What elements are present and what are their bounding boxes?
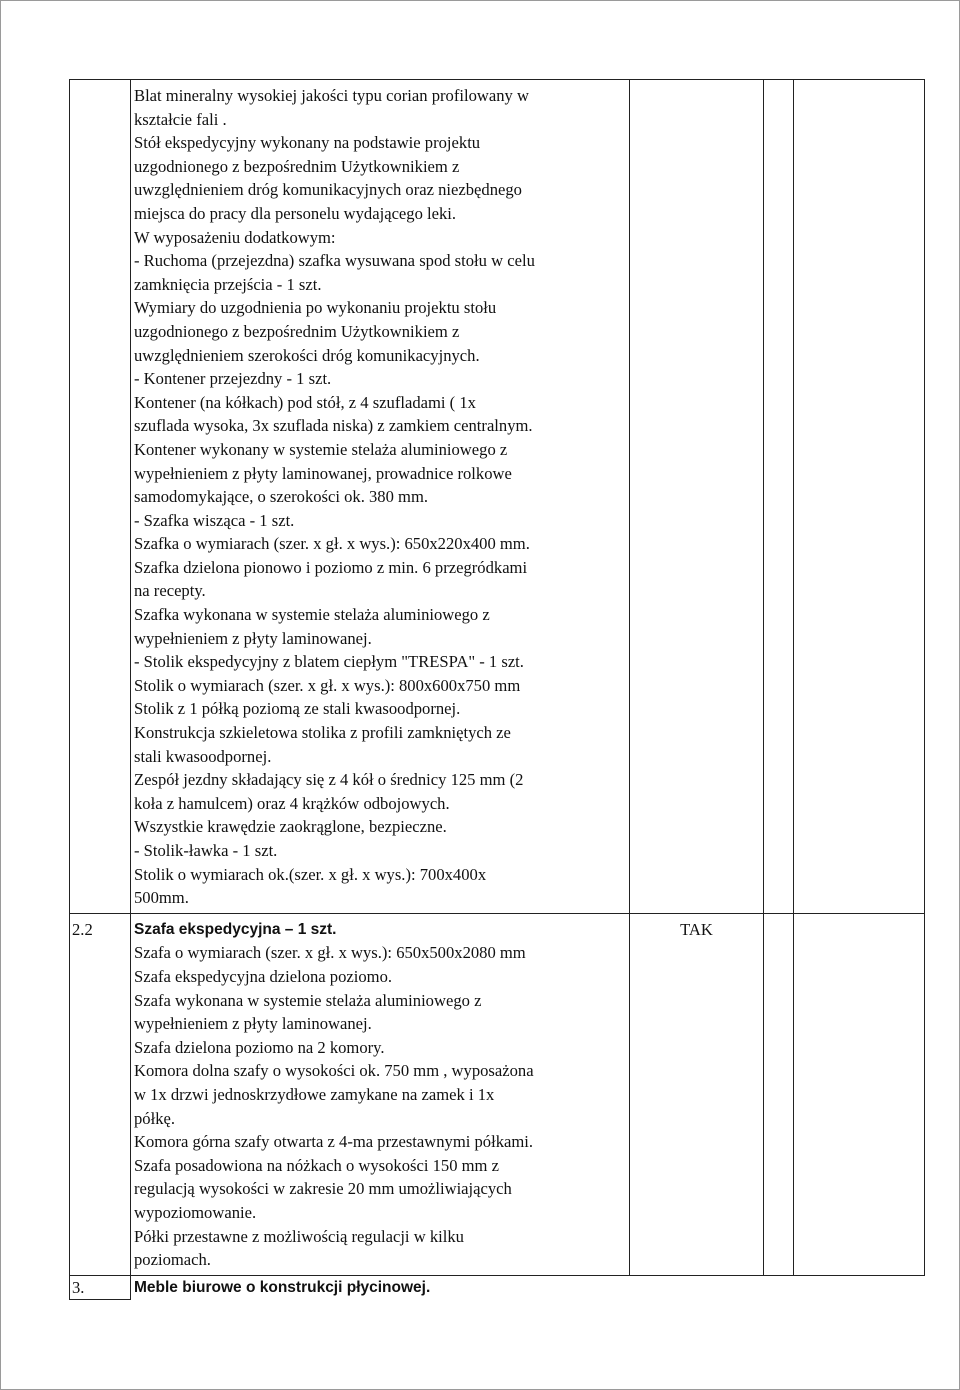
description-line: uzgodnionego z bezpośrednim Użytkownikiem z (134, 321, 460, 341)
description-line: Stół ekspedycyjny wykonany na podstawie projektu (134, 133, 481, 153)
compliance-cell (630, 913, 764, 1275)
description-line: - Szafka wisząca - 1 szt. (134, 510, 295, 530)
description-cell (131, 1275, 630, 1300)
description-line: uzgodnionego z bezpośrednim Użytkownikiem z (134, 156, 460, 176)
description-line: Stolik o wymiarach ok.(szer. x gł. x wys.): 700x400x (134, 864, 487, 884)
description-line: uwzględnieniem szerokości dróg komunikacyjnych. (134, 345, 480, 365)
description-line: W wyposażeniu dodatkowym: (134, 227, 336, 247)
description-line: stali kwasoodpornej. (134, 746, 272, 766)
description-line: szuflada wysoka, 3x szuflada niska) z zamkiem centralnym. (134, 416, 533, 436)
description-line: Szafka dzielona pionowo i poziomo z min. 6 przegródkami (134, 557, 528, 577)
description-line: poziomach. (134, 1250, 211, 1270)
compliance-cell (630, 80, 764, 914)
description-line: Komora górna szafy otwarta z 4-ma przestawnymi półkami. (134, 1132, 534, 1152)
row-number: 3. (72, 1277, 85, 1297)
description-line: Szafa dzielona poziomo na 2 komory. (134, 1037, 385, 1057)
description-line: Kontener (na kółkach) pod stół, z 4 szufladami ( 1x (134, 392, 476, 412)
row-number-cell (70, 913, 131, 1275)
description-line: Szafa posadowiona na nóżkach o wysokości 150 mm z (134, 1155, 499, 1175)
description-line: - Ruchoma (przejezdna) szafka wysuwana spod stołu w celu (134, 251, 535, 271)
empty-cell (764, 913, 794, 1275)
description-line: uwzględnieniem dróg komunikacyjnych oraz niezbędnego (134, 180, 522, 200)
description-line: Kontener wykonany w systemie stelaża aluminiowego z (134, 439, 508, 459)
description-line: Szafka o wymiarach (szer. x gł. x wys.): 650x220x400 mm. (134, 534, 530, 554)
description-line: zamknięcia przejścia - 1 szt. (134, 274, 322, 294)
description-line: Zespół jezdny składający się z 4 kół o średnicy 125 mm (2 (134, 770, 524, 790)
description-line: wypełnieniem z płyty laminowanej. (134, 628, 372, 648)
compliance-value: TAK (680, 919, 713, 939)
offered-params-cell (794, 80, 925, 914)
description-line: - Stolik-ławka - 1 szt. (134, 841, 278, 860)
description-line: półkę. (134, 1108, 176, 1128)
description-lines (134, 80, 629, 913)
description-lines (134, 914, 629, 1275)
description-line: wypoziomowanie. (134, 1202, 257, 1222)
row-number-cell (70, 80, 131, 914)
table-row (70, 913, 925, 1275)
description-line: 500mm. (134, 888, 189, 908)
description-line: kształcie fali . (134, 109, 227, 129)
specification-table (69, 79, 925, 1300)
description-line: Wszystkie krawędzie zaokrąglone, bezpieczne. (134, 817, 447, 837)
description-line: - Kontener przejezdny - 1 szt. (134, 369, 332, 389)
description-line: na recepty. (134, 581, 206, 601)
description-line: Szafa ekspedycyjna dzielona poziomo. (134, 966, 393, 986)
table-row (70, 80, 925, 914)
row-number: 2.2 (72, 919, 93, 939)
description-cell (131, 913, 630, 1275)
description-line: Półki przestawne z możliwością regulacji w kilku (134, 1226, 464, 1246)
description-line: Komora dolna szafy o wysokości ok. 750 mm , wyposażona (134, 1061, 534, 1081)
description-line: wypełnieniem z płyty laminowanej. (134, 1014, 372, 1034)
section-title: Meble biurowe o konstrukcji płycinowej. (134, 1278, 431, 1296)
row-number-cell (70, 1275, 131, 1300)
description-line: Blat mineralny wysokiej jakości typu corian profilowany w (134, 86, 529, 105)
empty-cell (764, 80, 794, 914)
description-line: Stolik o wymiarach (szer. x gł. x wys.): 800x600x750 mm (134, 675, 521, 695)
description-line: Wymiary do uzgodnienia po wykonaniu projektu stołu (134, 298, 497, 318)
description-line: miejsca do pracy dla personelu wydającego leki. (134, 203, 457, 223)
description-line: Szafa wykonana w systemie stelaża aluminiowego z (134, 990, 482, 1010)
description-line: regulacją wysokości w zakresie 20 mm umożliwiających (134, 1179, 512, 1199)
description-line: wypełnieniem z płyty laminowanej, prowadnice rolkowe (134, 463, 512, 483)
description-line: Szafa o wymiarach (szer. x gł. x wys.): 650x500x2080 mm (134, 943, 526, 963)
description-line: Szafka wykonana w systemie stelaża aluminiowego z (134, 605, 490, 625)
description-line: koła z hamulcem) oraz 4 krążków odbojowych. (134, 793, 450, 813)
table-row (70, 1275, 925, 1300)
item-title: Szafa ekspedycyjna – 1 szt. (134, 920, 337, 938)
description-line: Stolik z 1 półką poziomą ze stali kwasoodpornej. (134, 699, 461, 719)
description-line: samodomykające, o szerokości ok. 380 mm. (134, 487, 429, 507)
description-line: w 1x drzwi jednoskrzydłowe zamykane na zamek i 1x (134, 1084, 495, 1104)
description-cell (131, 80, 630, 914)
offered-params-cell (794, 913, 925, 1275)
description-line: Konstrukcja szkieletowa stolika z profili zamkniętych ze (134, 723, 511, 743)
description-line: - Stolik ekspedycyjny z blatem ciepłym "TRESPA" - 1 szt. (134, 652, 524, 672)
